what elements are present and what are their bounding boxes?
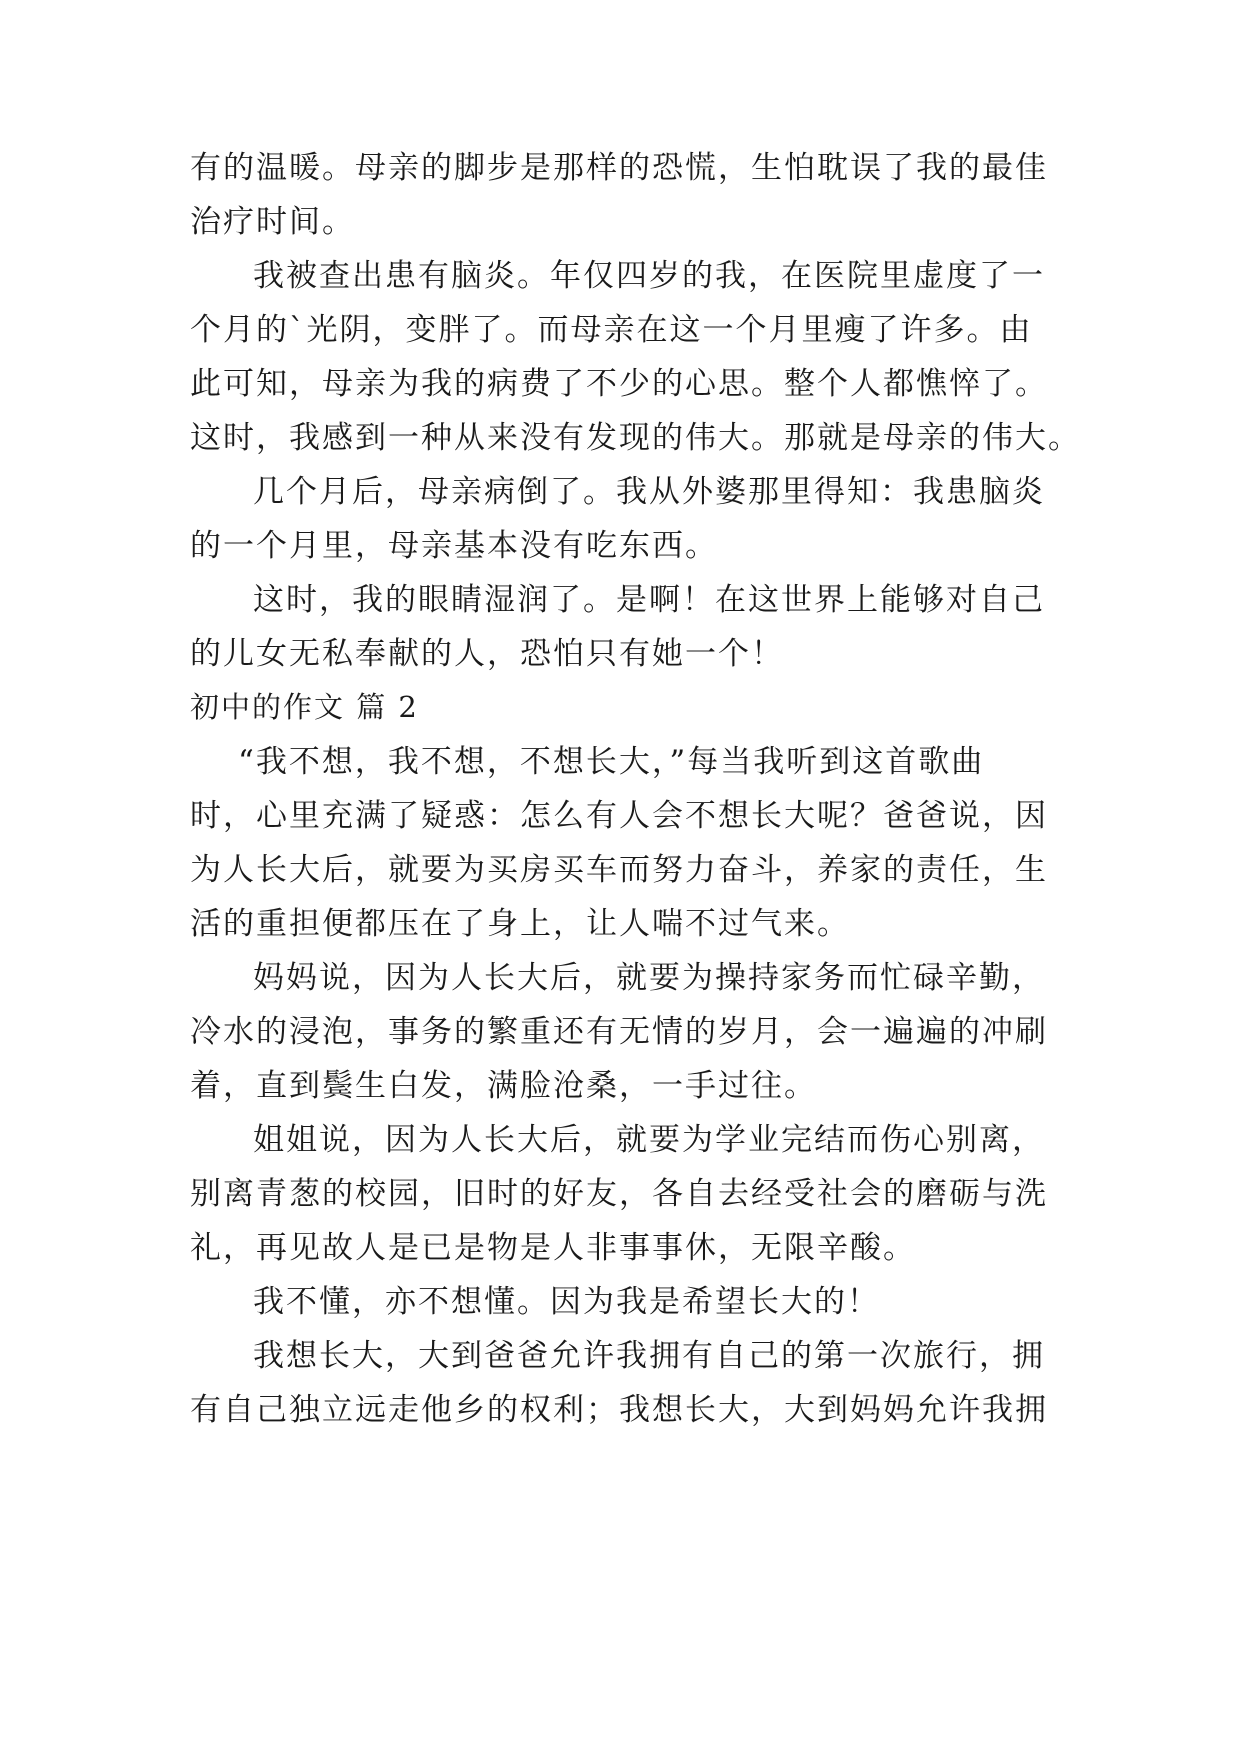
paragraph-line: 时，心里充满了疑惑：怎么有人会不想长大呢？爸爸说，因 bbox=[190, 798, 1048, 834]
paragraph-line: 治疗时间。 bbox=[190, 204, 355, 240]
paragraph-line: 的儿女无私奉献的人，恐怕只有她一个！ bbox=[190, 636, 784, 672]
paragraph-line: 有自己独立远走他乡的权利；我想长大，大到妈妈允许我拥 bbox=[190, 1392, 1048, 1428]
paragraph-line: 礼，再见故人是已是物是人非事事休，无限辛酸。 bbox=[190, 1230, 916, 1266]
paragraph-line: 活的重担便都压在了身上，让人喘不过气来。 bbox=[190, 906, 850, 942]
paragraph-line: “我不想，我不想，不想长大，”每当我听到这首歌曲 bbox=[238, 744, 985, 780]
paragraph-line: 此可知，母亲为我的病费了不少的心思。整个人都憔悴了。 bbox=[190, 366, 1048, 402]
paragraph-line: 冷水的浸泡，事务的繁重还有无情的岁月，会一遍遍的冲刷 bbox=[190, 1014, 1048, 1050]
section-heading: 初中的作文 篇 2 bbox=[190, 690, 419, 724]
paragraph-line: 几个月后，母亲病倒了。我从外婆那里得知：我患脑炎 bbox=[253, 474, 1045, 510]
paragraph-line: 这时，我的眼睛湿润了。是啊！在这世界上能够对自己 bbox=[253, 582, 1045, 618]
paragraph-line: 我被查出患有脑炎。年仅四岁的我，在医院里虚度了一 bbox=[253, 258, 1045, 294]
paragraph-line: 这时，我感到一种从来没有发现的伟大。那就是母亲的伟大。 bbox=[190, 420, 1081, 456]
paragraph-line: 姐姐说，因为人长大后，就要为学业完结而伤心别离， bbox=[253, 1122, 1045, 1158]
paragraph-line: 的一个月里，母亲基本没有吃东西。 bbox=[190, 528, 718, 564]
paragraph-line: 着，直到鬓生白发，满脸沧桑，一手过往。 bbox=[190, 1068, 817, 1104]
paragraph-line: 为人长大后，就要为买房买车而努力奋斗，养家的责任，生 bbox=[190, 852, 1048, 888]
paragraph-line: 有的温暖。母亲的脚步是那样的恐慌，生怕耽误了我的最佳 bbox=[190, 150, 1048, 186]
paragraph-line: 别离青葱的校园，旧时的好友，各自去经受社会的磨砺与洗 bbox=[190, 1176, 1048, 1212]
paragraph-line: 我想长大，大到爸爸允许我拥有自己的第一次旅行，拥 bbox=[253, 1338, 1045, 1374]
paragraph-line: 个月的`光阴，变胖了。而母亲在这一个月里瘦了许多。由 bbox=[190, 312, 1033, 348]
paragraph-line: 我不懂，亦不想懂。因为我是希望长大的！ bbox=[253, 1284, 880, 1320]
paragraph-line: 妈妈说，因为人长大后，就要为操持家务而忙碌辛勤， bbox=[253, 960, 1045, 996]
